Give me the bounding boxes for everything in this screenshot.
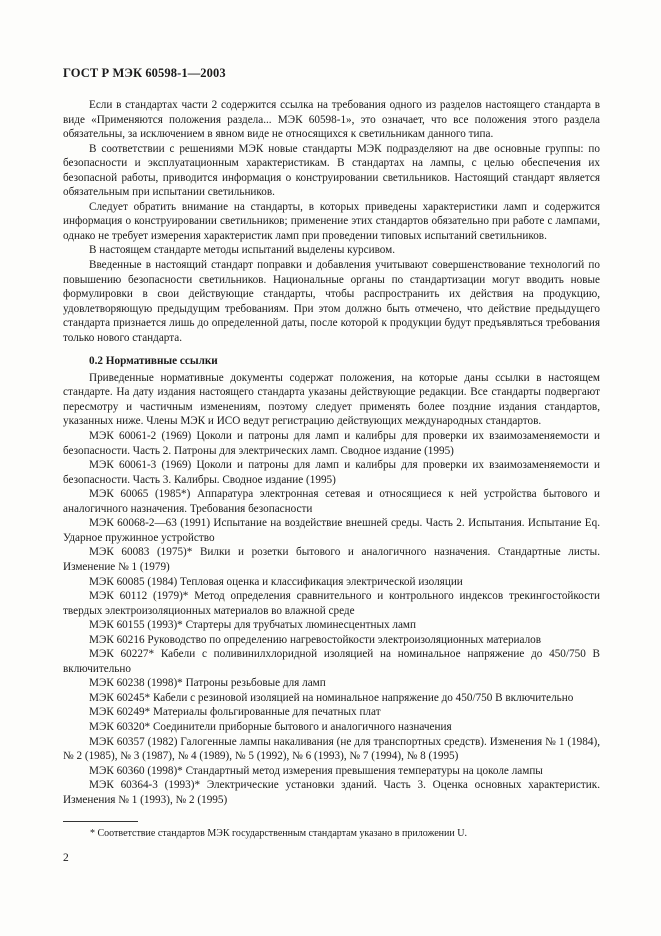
document-header: ГОСТ Р МЭК 60598-1—2003 — [63, 66, 226, 80]
intro-paragraph: В настоящем стандарте методы испытаний выделены курсивом. — [89, 244, 396, 257]
reference-item: МЭК 60155 (1993)* Стартеры для трубчатых люминесцентных ламп — [89, 619, 416, 632]
document-body — [63, 98, 600, 807]
section-heading: 0.2 Нормативные ссылки — [89, 355, 218, 368]
intro-paragraph: Следует обратить внимание на стандарты, в которых приведены характеристики ламп и содержится информация о конструировании светильников; применение этих стандартов обязательно при работе с лампами, однако не требует измерения характеристик ламп при проведении типовых испытаний светильников. — [63, 200, 600, 242]
reference-item: МЭК 60065 (1985*) Аппаратура электронная сетевая и относящиеся к ней устройства бытового и аналогичного назначения. Требования безопасности — [63, 488, 600, 515]
reference-item: МЭК 60227* Кабели с поливинилхлоридной изоляцией на номинальное напряжение до 450/750 В включительно — [63, 648, 600, 675]
reference-item: МЭК 60245* Кабели с резиновой изоляцией на номинальное напряжение до 450/750 В включительно — [89, 691, 574, 704]
intro-paragraph: Если в стандартах части 2 содержится ссылка на требования одного из разделов настоящего стандарта в виде «Применяются положения раздела... МЭК 60598-1», это означает, что все положения этого раздела обязательны, за исключением в явном виде не относящихся к светильникам данного типа. — [63, 99, 600, 141]
reference-item: МЭК 60360 (1998)* Стандартный метод измерения превышения температуры на цоколе лампы — [89, 764, 543, 777]
reference-item: МЭК 60085 (1984) Тепловая оценка и классификация электрической изоляции — [89, 575, 463, 588]
reference-item: МЭК 60238 (1998)* Патроны резьбовые для ламп — [89, 677, 326, 690]
footnote: * Соответствие стандартов МЭК государственным стандартам указано в приложении U. — [90, 828, 467, 839]
reference-item: МЭК 60364-3 (1993)* Электрические установки зданий. Часть 3. Оценка основных характеристик. Изменения № 1 (1993), № 2 (1995) — [63, 779, 600, 806]
intro-paragraph: В соответствии с решениями МЭК новые стандарты МЭК подразделяют на две основные группы: по безопасности и эксплуатационным характеристикам. В стандартах на лампы, с целью обеспечения их безопасной работы, приводится информация о конструировании светильников. Настоящий стандарт является обязательным при испытании светильников. — [63, 142, 600, 199]
reference-item: МЭК 60216 Руководство по определению нагревостойкости электроизоляционных материалов — [89, 633, 542, 646]
reference-item: МЭК 60061-2 (1969) Цоколи и патроны для ламп и калибры для проверки их взаимозаменяемости и безопасности. Часть 2. Патроны для электрических ламп. Сводное издание (1995) — [63, 430, 600, 457]
reference-item: МЭК 60357 (1982) Галогенные лампы накаливания (не для транспортных средств). Изменения № 1 (1984), № 2 (1985), № 3 (1987), № 4 (1989), № 5 (1992), № 6 (1993), № 7 (1994), № 8 (1995) — [63, 735, 600, 763]
reference-item: МЭК 60320* Соединители приборные бытового и аналогичного назначения — [89, 720, 452, 733]
section-paragraph: Приведенные нормативные документы содержат положения, на которые даны ссылки в настоящем стандарте. На дату издания настоящего стандарта указаны действующие редакции. Все стандарты подвергают пересмотру и частичным изменениям, поэтому следует применять более поздние издания стандартов, указанных ниже. Члены МЭК и ИСО ведут регистрацию действующих международных стандартов. — [63, 371, 600, 428]
reference-item: МЭК 60249* Материалы фольгированные для печатных плат — [89, 706, 381, 719]
footnote-divider — [63, 821, 138, 822]
reference-item: МЭК 60068-2—63 (1991) Испытание на воздействие внешней среды. Часть 2. Испытания. Испытание Eq. Ударное пружинное устройство — [63, 517, 600, 544]
intro-paragraph: Введенные в настоящий стандарт поправки и добавления учитывают совершенствование технологий по повышению безопасности светильников. Национальные органы по стандартизации могут вводить новые формулировки в свои действующие стандарты, чтобы распространить их действия на продукцию, удовлетворяющую предыдущим требованиям. При этом должно быть отмечено, что действие предыдущего стандарта признается лишь до определенной даты, после которой к продукции будут предъявляться требования только нового стандарта. — [63, 259, 600, 344]
reference-item: МЭК 60112 (1979)* Метод определения сравнительного и контрольного индексов трекингостойкости твердых электроизоляционных материалов во влажной среде — [63, 590, 600, 617]
page-number: 2 — [63, 852, 69, 864]
reference-item: МЭК 60083 (1975)* Вилки и розетки бытового и аналогичного назначения. Стандартные листы. Изменение № 1 (1979) — [63, 546, 600, 573]
reference-item: МЭК 60061-3 (1969) Цоколи и патроны для ламп и калибры для проверки их взаимозаменяемости и безопасности. Часть 3. Калибры. Сводное издание (1995) — [63, 459, 600, 486]
